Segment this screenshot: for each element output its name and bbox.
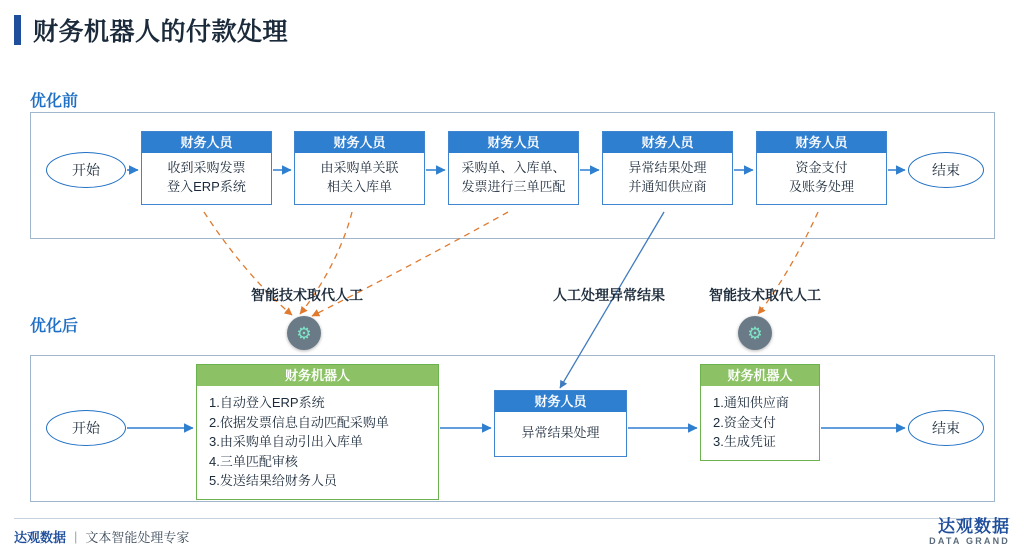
before-step-5-line1: 资金支付 — [795, 160, 848, 176]
before-step-1-body — [142, 153, 271, 204]
title-accent-bar — [14, 15, 21, 45]
before-step-2-line2: 相关入库单 — [326, 179, 392, 195]
before-step-4-body — [603, 153, 732, 204]
before-step-4-head: 财务人员 — [603, 132, 732, 153]
before-step-2-line1: 由采购单关联 — [320, 160, 399, 176]
terminal-start-before: 开始 — [46, 152, 126, 188]
connector-label-manual: 人工处理异常结果 — [553, 287, 665, 303]
after-human-step — [494, 390, 627, 457]
footer-brand: 达观数据 — [14, 530, 67, 545]
title-text: 财务机器人的付款处理 — [33, 18, 289, 46]
footer-divider — [14, 518, 1010, 519]
footer-logo-cn: 达观数据 — [938, 517, 1010, 536]
list-item: 2.资金支付 — [713, 414, 776, 430]
list-item: 5.发送结果给财务人员 — [209, 473, 337, 489]
before-step-1 — [141, 131, 272, 205]
before-step-5 — [756, 131, 887, 205]
before-step-3 — [448, 131, 579, 205]
before-step-2-body — [295, 153, 424, 204]
after-robot-step-2-body — [701, 386, 819, 460]
page-title — [14, 12, 288, 48]
footer-left — [14, 527, 189, 546]
after-human-step-body: 异常结果处理 — [521, 425, 600, 441]
before-step-4 — [602, 131, 733, 205]
after-robot-step-2-head: 财务机器人 — [701, 365, 819, 386]
terminal-start-after: 开始 — [46, 410, 126, 446]
robot-icon-left — [287, 316, 321, 350]
before-step-4-line2: 并通知供应商 — [628, 179, 707, 195]
before-step-1-line2: 登入ERP系统 — [167, 179, 246, 195]
list-item: 4.三单匹配审核 — [209, 453, 298, 469]
list-item: 2.依据发票信息自动匹配采购单 — [209, 414, 389, 430]
footer-tagline: 文本智能处理专家 — [85, 530, 190, 545]
list-item: 1.通知供应商 — [713, 395, 789, 411]
before-step-3-line2: 发票进行三单匹配 — [461, 179, 566, 195]
before-step-5-head: 财务人员 — [757, 132, 886, 153]
footer-logo — [929, 518, 1010, 547]
robot-icon-right — [738, 316, 772, 350]
footer-separator: | — [74, 529, 78, 544]
list-item: 3.生成凭证 — [713, 434, 776, 450]
before-step-2-head: 财务人员 — [295, 132, 424, 153]
before-step-1-line1: 收到采购发票 — [167, 160, 246, 176]
after-robot-step-1-body — [197, 386, 438, 499]
section-label-after: 优化后 — [30, 318, 79, 335]
list-item: 1.自动登入ERP系统 — [209, 395, 325, 411]
list-item: 3.由采购单自动引出入库单 — [209, 434, 363, 450]
connector-label-replace-right: 智能技术取代人工 — [709, 287, 821, 303]
after-human-step-head: 财务人员 — [495, 391, 626, 412]
before-step-3-line1: 采购单、入库单、 — [461, 160, 566, 176]
after-robot-step-1-head: 财务机器人 — [197, 365, 438, 386]
connector-label-replace-left: 智能技术取代人工 — [251, 287, 363, 303]
before-step-5-line2: 及账务处理 — [788, 179, 854, 195]
before-step-3-body — [449, 153, 578, 204]
after-robot-step-2 — [700, 364, 820, 461]
footer-logo-en: DATA GRAND — [929, 535, 1010, 546]
before-step-1-head: 财务人员 — [142, 132, 271, 153]
section-label-before: 优化前 — [30, 93, 79, 110]
terminal-end-before: 结束 — [908, 152, 984, 188]
after-robot-step-1 — [196, 364, 439, 500]
terminal-end-after: 结束 — [908, 410, 984, 446]
robot-glyph: ⚙ — [296, 323, 312, 343]
before-step-3-head: 财务人员 — [449, 132, 578, 153]
before-step-2 — [294, 131, 425, 205]
before-step-4-line1: 异常结果处理 — [628, 160, 707, 176]
robot-glyph: ⚙ — [747, 323, 763, 343]
before-step-5-body — [757, 153, 886, 204]
